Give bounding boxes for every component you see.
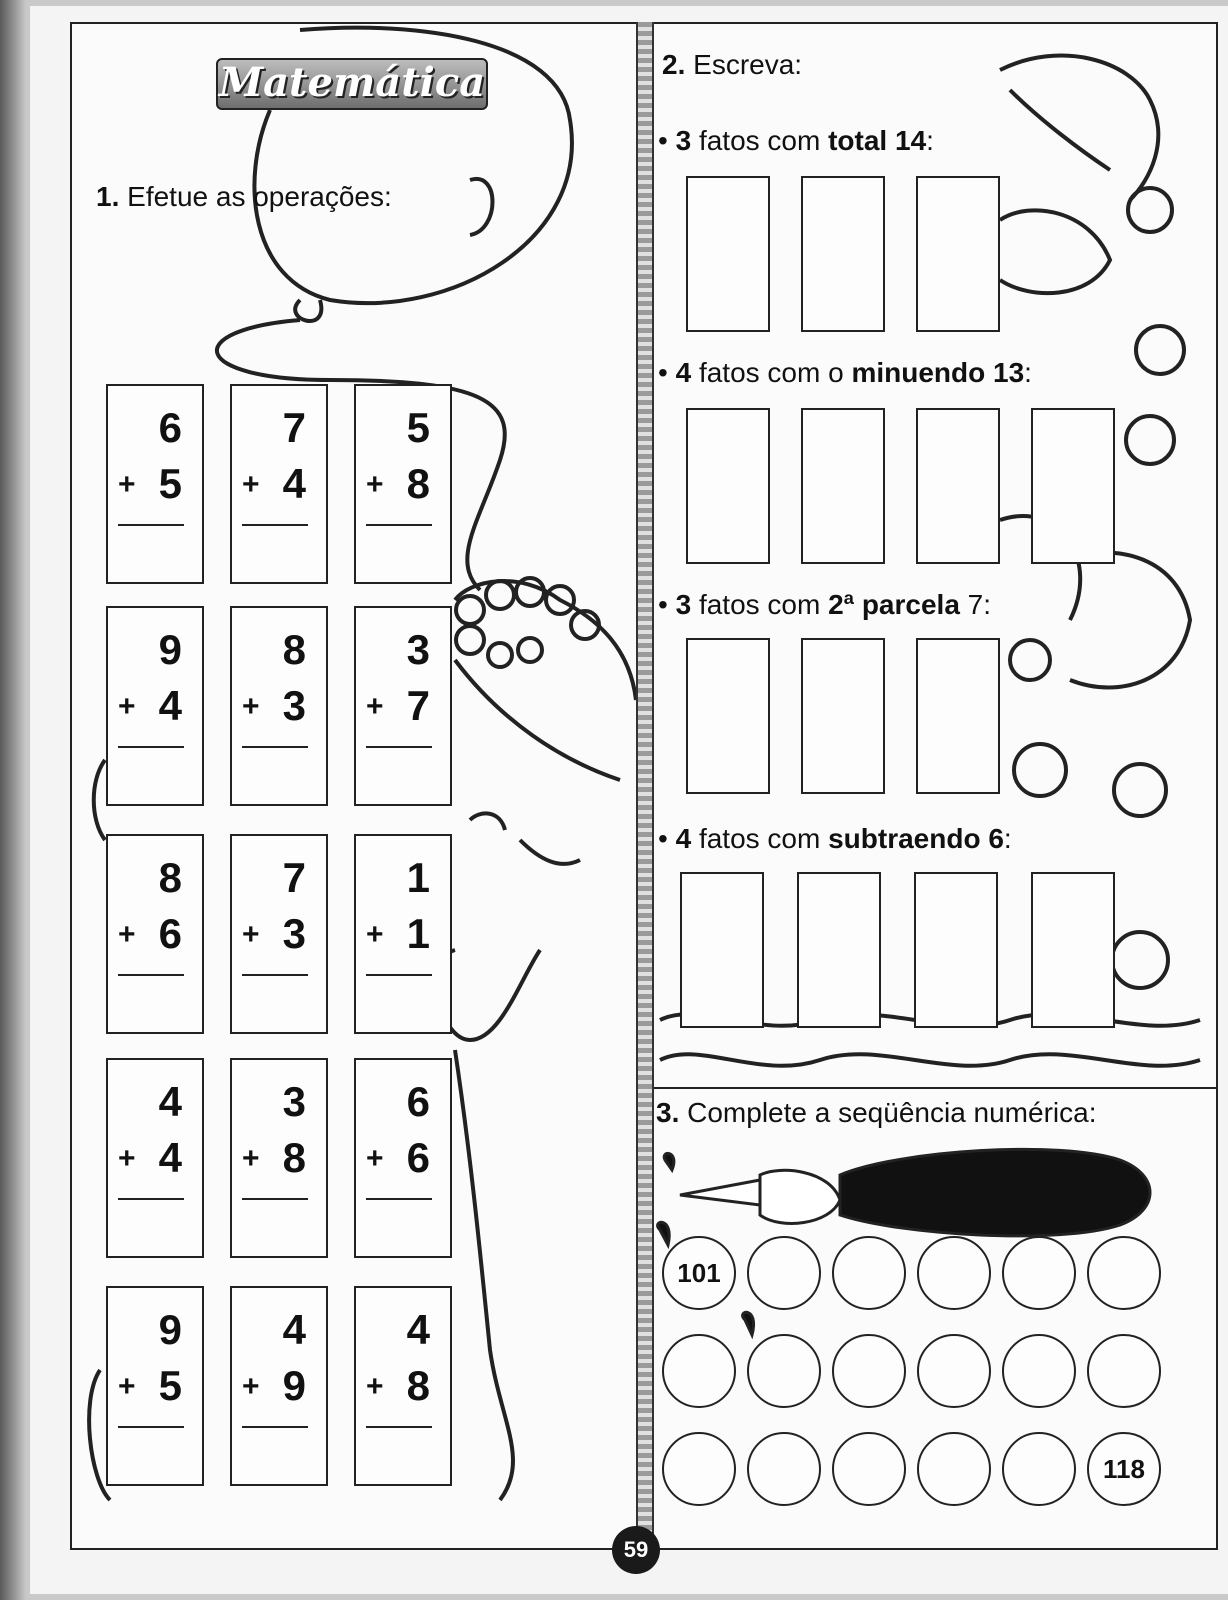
plus-sign: + <box>242 1370 260 1403</box>
answer-box[interactable] <box>916 408 1000 564</box>
answer-line <box>366 1426 432 1428</box>
answer-box[interactable] <box>801 408 885 564</box>
sequence-circle[interactable] <box>747 1236 821 1310</box>
column-divider <box>636 22 654 1550</box>
answer-line <box>242 1426 308 1428</box>
addend-bottom: 7 <box>406 682 430 729</box>
fact-prompt: • 4 fatos com subtraendo 6: <box>658 823 1012 854</box>
question-text: Escreva: <box>693 49 803 80</box>
addition-card[interactable] <box>354 1286 452 1486</box>
addend-top: 7 <box>282 404 306 451</box>
page-number: 59 <box>612 1526 660 1574</box>
answer-line <box>118 524 184 526</box>
subject-logo: Matemática <box>216 58 488 110</box>
sequence-circle[interactable] <box>1002 1236 1076 1310</box>
addend-top: 9 <box>158 626 182 673</box>
question-number: 3. <box>656 1097 680 1128</box>
answer-line <box>118 974 184 976</box>
question-number: 1. <box>96 181 120 212</box>
sequence-circle[interactable] <box>1002 1432 1076 1506</box>
addend-bottom: 8 <box>406 460 430 507</box>
answer-box[interactable] <box>680 872 764 1028</box>
sequence-circle[interactable]: 101 <box>662 1236 736 1310</box>
fact-prompt: • 3 fatos com total 14: <box>658 125 934 156</box>
answer-line <box>242 974 308 976</box>
addend-top: 5 <box>406 404 430 451</box>
sequence-circle[interactable]: 118 <box>1087 1432 1161 1506</box>
sequence-circle[interactable] <box>662 1432 736 1506</box>
plus-sign: + <box>242 918 260 951</box>
addend-bottom: 4 <box>158 682 182 729</box>
addend-bottom: 9 <box>282 1362 306 1409</box>
answer-box[interactable] <box>916 638 1000 794</box>
addend-top: 7 <box>282 854 306 901</box>
addition-card[interactable] <box>354 606 452 806</box>
addend-top: 1 <box>406 854 430 901</box>
addition-card[interactable] <box>230 1058 328 1258</box>
section-divider <box>654 1087 1218 1089</box>
question-number: 2. <box>662 49 686 80</box>
addend-bottom: 5 <box>158 1362 182 1409</box>
question-text: Efetue as operações: <box>127 181 392 212</box>
addend-top: 8 <box>282 626 306 673</box>
plus-sign: + <box>118 690 136 723</box>
question-text: Complete a seqüência numérica: <box>687 1097 1097 1128</box>
fact-prompt: • 4 fatos com o minuendo 13: <box>658 357 1032 388</box>
answer-box[interactable] <box>801 176 885 332</box>
addition-card[interactable] <box>354 1058 452 1258</box>
addend-top: 4 <box>406 1306 430 1353</box>
answer-line <box>118 1426 184 1428</box>
addend-bottom: 8 <box>406 1362 430 1409</box>
fact-prompt: • 3 fatos com 2ª parcela 7: <box>658 589 992 620</box>
answer-box[interactable] <box>797 872 881 1028</box>
answer-line <box>242 746 308 748</box>
addition-card[interactable] <box>230 384 328 584</box>
answer-line <box>242 1198 308 1200</box>
addend-top: 3 <box>282 1078 306 1125</box>
addition-card[interactable] <box>230 606 328 806</box>
sequence-circle[interactable] <box>1087 1236 1161 1310</box>
answer-box[interactable] <box>686 408 770 564</box>
answer-box[interactable] <box>686 176 770 332</box>
answer-box[interactable] <box>916 176 1000 332</box>
addend-bottom: 4 <box>158 1134 182 1181</box>
addend-bottom: 6 <box>406 1134 430 1181</box>
addend-top: 4 <box>158 1078 182 1125</box>
addend-top: 9 <box>158 1306 182 1353</box>
addend-top: 6 <box>406 1078 430 1125</box>
addition-card[interactable] <box>354 384 452 584</box>
question-1-heading <box>96 180 392 214</box>
sequence-circle[interactable] <box>1087 1334 1161 1408</box>
question-2-heading <box>662 48 802 82</box>
addend-bottom: 3 <box>282 910 306 957</box>
answer-line <box>242 524 308 526</box>
plus-sign: + <box>118 1142 136 1175</box>
plus-sign: + <box>366 468 384 501</box>
plus-sign: + <box>366 918 384 951</box>
sequence-circle[interactable] <box>1002 1334 1076 1408</box>
addition-card[interactable] <box>106 384 204 584</box>
addition-card[interactable] <box>106 1286 204 1486</box>
addend-bottom: 1 <box>406 910 430 957</box>
sequence-circle[interactable] <box>917 1432 991 1506</box>
answer-line <box>118 1198 184 1200</box>
plus-sign: + <box>366 690 384 723</box>
answer-line <box>118 746 184 748</box>
answer-box[interactable] <box>1031 408 1115 564</box>
answer-line <box>366 974 432 976</box>
addend-top: 3 <box>406 626 430 673</box>
plus-sign: + <box>242 468 260 501</box>
plus-sign: + <box>242 690 260 723</box>
addend-bottom: 4 <box>282 460 306 507</box>
sequence-circle[interactable] <box>747 1432 821 1506</box>
addend-top: 6 <box>158 404 182 451</box>
plus-sign: + <box>366 1370 384 1403</box>
addend-bottom: 5 <box>158 460 182 507</box>
sequence-circle[interactable] <box>917 1334 991 1408</box>
addend-bottom: 8 <box>282 1134 306 1181</box>
sequence-circle[interactable] <box>832 1334 906 1408</box>
question-3-heading <box>656 1096 1096 1130</box>
addend-top: 8 <box>158 854 182 901</box>
plus-sign: + <box>118 1370 136 1403</box>
plus-sign: + <box>366 1142 384 1175</box>
addition-card[interactable] <box>230 1286 328 1486</box>
answer-box[interactable] <box>914 872 998 1028</box>
answer-box[interactable] <box>686 638 770 794</box>
addend-bottom: 6 <box>158 910 182 957</box>
sequence-circle[interactable] <box>917 1236 991 1310</box>
plus-sign: + <box>118 468 136 501</box>
pen-illustration <box>658 1149 1150 1335</box>
plus-sign: + <box>118 918 136 951</box>
answer-box[interactable] <box>1031 872 1115 1028</box>
sequence-circle[interactable] <box>832 1432 906 1506</box>
sequence-circle[interactable] <box>662 1334 736 1408</box>
addition-card[interactable] <box>354 834 452 1034</box>
addend-bottom: 3 <box>282 682 306 729</box>
answer-box[interactable] <box>801 638 885 794</box>
addition-card[interactable] <box>230 834 328 1034</box>
addition-card[interactable] <box>106 834 204 1034</box>
answer-line <box>366 524 432 526</box>
plus-sign: + <box>242 1142 260 1175</box>
addition-card[interactable] <box>106 1058 204 1258</box>
answer-line <box>366 746 432 748</box>
addend-top: 4 <box>282 1306 306 1353</box>
answer-line <box>366 1198 432 1200</box>
addition-card[interactable] <box>106 606 204 806</box>
sequence-circle[interactable] <box>832 1236 906 1310</box>
sequence-circle[interactable] <box>747 1334 821 1408</box>
